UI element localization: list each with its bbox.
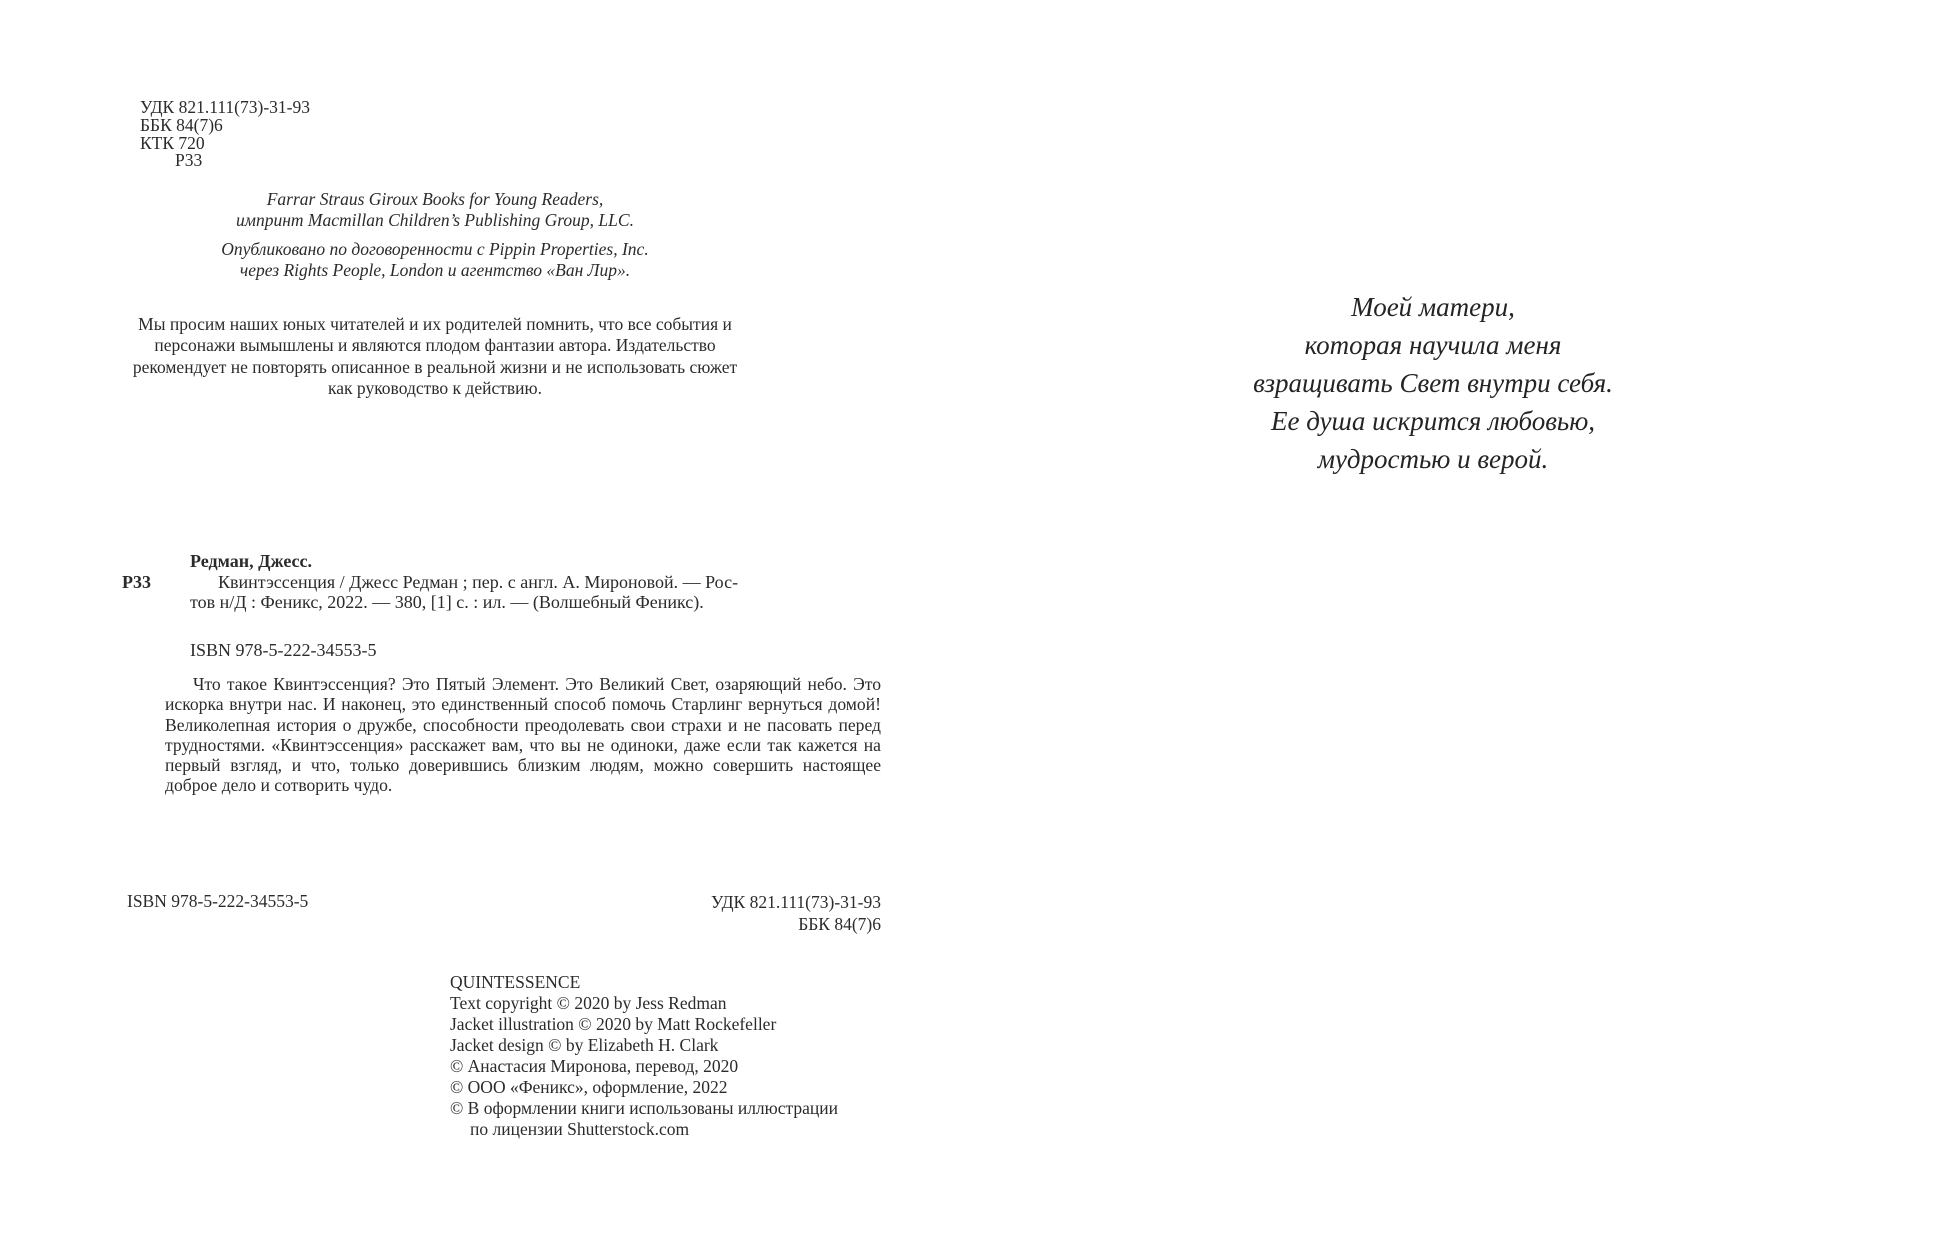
catalog-entry-line-1: Квинтэссенция / Джесс Редман ; пер. с англ. А. Мироновой. — Рос-	[218, 571, 739, 592]
copyright-stock-line-1: © В оформлении книги использованы иллюстрации	[450, 1098, 838, 1118]
dedication-line-1: Моей матери,	[1351, 292, 1515, 322]
copyright-publisher-line: © ООО «Феникс», оформление, 2022	[450, 1077, 728, 1097]
publisher-credit	[130, 189, 740, 230]
dedication	[1128, 288, 1738, 478]
copyright-block	[450, 972, 838, 1140]
copyright-design-line: Jacket design © by Elizabeth H. Clark	[450, 1035, 719, 1055]
copyright-stock-line-2: по лицензии Shutterstock.com	[470, 1119, 690, 1139]
dedication-line-4: Ее душа искрится любовью,	[1270, 406, 1595, 436]
footer-bbk: ББК 84(7)6	[798, 914, 881, 934]
ktk-code: КТК 720	[140, 132, 205, 153]
catalog-card	[122, 551, 882, 660]
footer-codes-block	[481, 891, 881, 935]
catalog-author: Редман, Джесс.	[190, 551, 313, 571]
udk-code: УДК 821.111(73)-31-93	[140, 97, 310, 117]
reader-disclaimer: Мы просим наших юных читателей и их родителей помнить, что все события и персонажи вымышлены и являются плодом фантазии автора. Издательство рекомендует не повторять описанное в реальной жизни и не использовать сюжет как руководство к действию.	[132, 314, 738, 398]
catalog-entry	[122, 572, 882, 613]
rights-credit	[130, 239, 740, 280]
footer-isbn: ISBN 978-5-222-34553-5	[127, 891, 309, 911]
rights-credit-line-2: через Rights People, London и агентство «Ван Лир».	[239, 259, 631, 280]
copyright-illustration-line: Jacket illustration © 2020 by Matt Rockefeller	[450, 1014, 777, 1034]
copyright-original-title: QUINTESSENCE	[450, 972, 581, 992]
catalog-entry-line-2: тов н/Д : Феникс, 2022. — 380, [1] с. : ил. — (Волшебный Феникс).	[190, 592, 704, 612]
catalog-index: Р33	[122, 571, 151, 592]
copyright-text-line: Text copyright © 2020 by Jess Redman	[450, 993, 727, 1013]
catalog-isbn: ISBN 978-5-222-34553-5	[190, 639, 377, 660]
dedication-line-3: взращивать Свет внутри себя.	[1253, 368, 1613, 398]
bbk-code: ББК 84(7)6	[140, 114, 223, 135]
dedication-line-2: которая научила меня	[1304, 330, 1562, 360]
rights-credit-line-1: Опубликовано по договоренности с Pippin Properties, Inc.	[221, 239, 649, 259]
dedication-line-5: мудростью и верой.	[1317, 444, 1549, 474]
copyright-translation-line: © Анастасия Миронова, перевод, 2020	[450, 1056, 739, 1076]
footer-udk: УДК 821.111(73)-31-93	[711, 892, 881, 912]
author-index-code: Р33	[175, 150, 203, 171]
publisher-credit-line-2: импринт Macmillan Children’s Publishing Group, LLC.	[236, 209, 634, 230]
bibliographic-codes-block	[140, 99, 310, 170]
publisher-credit-line-1: Farrar Straus Giroux Books for Young Readers,	[266, 189, 604, 209]
book-annotation: Что такое Квинтэссенция? Это Пятый Элемент. Это Великий Свет, озаряющий небо. Это искорка внутри нас. И наконец, это единственный способ помочь Старлинг вернуться домой! Великолепная история о дружбе, способности преодолевать свои страхи и не пасовать перед трудностями. «Квинтэссенция» расскажет вам, что вы не одиноки, даже если так кажется на первый взгляд, и что, только доверившись близким людям, можно совершить настоящее доброе дело и сотворить чудо.	[165, 674, 881, 796]
